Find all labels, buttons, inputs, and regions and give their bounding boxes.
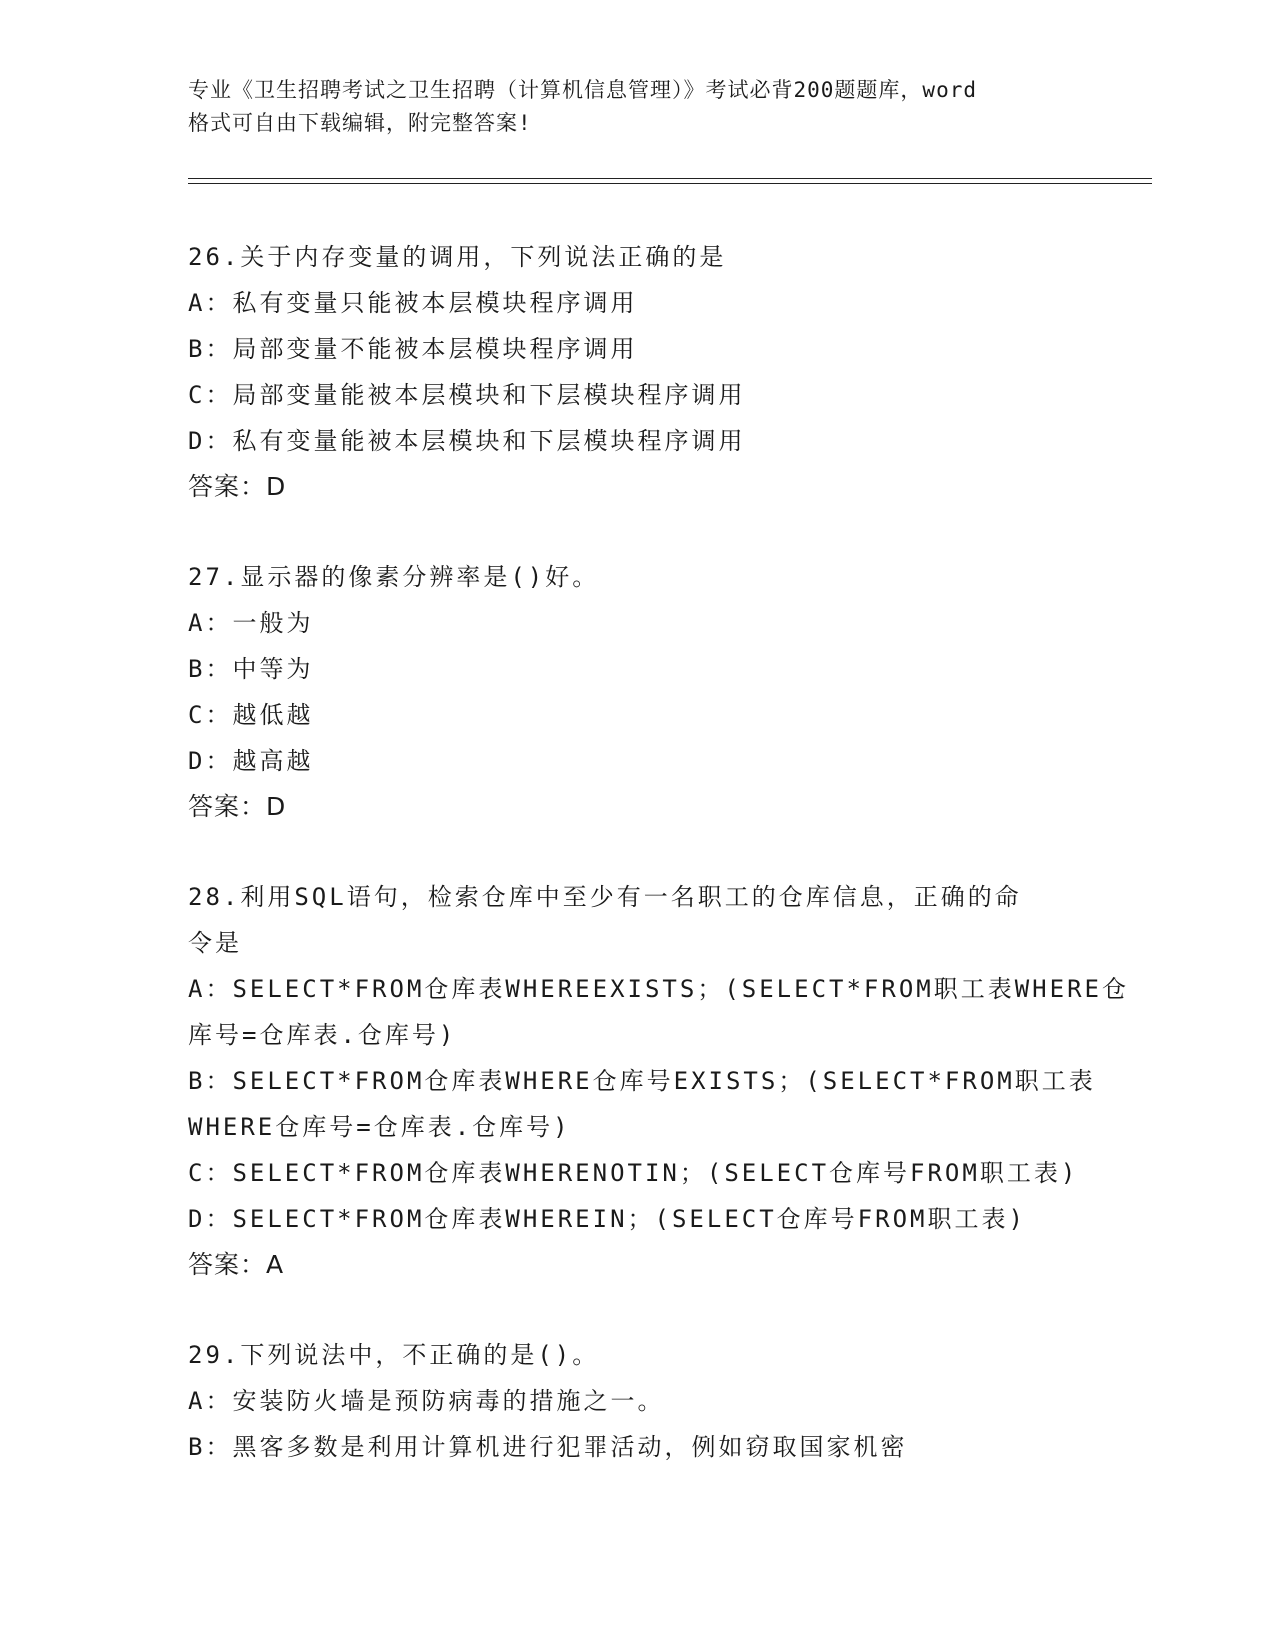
answer-option-text: B：局部变量不能被本层模块程序调用 bbox=[188, 335, 638, 363]
answer-option bbox=[188, 966, 1129, 1058]
answer-option-text: D：SELECT*FROM仓库表WHEREIN；(SELECT仓库号FROM职工表) bbox=[188, 1205, 1026, 1233]
answer-option bbox=[188, 280, 1088, 326]
header-divider-top bbox=[188, 178, 1152, 179]
answer-option-text: 库号=仓库表.仓库号) bbox=[188, 1021, 457, 1049]
question-text: 29.下列说法中，不正确的是()。 bbox=[188, 1341, 600, 1369]
answer-option bbox=[188, 646, 1088, 692]
answer-option-text: B：SELECT*FROM仓库表WHERE仓库号EXISTS；(SELECT*FROM职工表 bbox=[188, 1067, 1096, 1095]
answer-option bbox=[188, 372, 1088, 418]
header-title-line-1: 专业《卫生招聘考试之卫生招聘（计算机信息管理）》考试必背200题题库，word bbox=[188, 78, 977, 102]
answer-option bbox=[188, 692, 1088, 738]
answer-key: 答案：D bbox=[188, 472, 287, 501]
answer-option-text: A：一般为 bbox=[188, 609, 314, 637]
answer-option bbox=[188, 738, 1088, 784]
question-list bbox=[188, 234, 1129, 1514]
answer-option bbox=[188, 326, 1088, 372]
answer-option bbox=[188, 600, 1088, 646]
answer-option-text: WHERE仓库号=仓库表.仓库号) bbox=[188, 1113, 571, 1141]
answer-option bbox=[188, 1058, 1096, 1150]
answer-option-text: C：SELECT*FROM仓库表WHERENOTIN；(SELECT仓库号FROM职工表) bbox=[188, 1159, 1079, 1187]
answer-option-text: C：局部变量能被本层模块和下层模块程序调用 bbox=[188, 381, 746, 409]
question-block bbox=[188, 234, 1088, 510]
question-block bbox=[188, 554, 1088, 830]
answer-option-text: D：私有变量能被本层模块和下层模块程序调用 bbox=[188, 427, 746, 455]
answer-option bbox=[188, 1378, 1088, 1424]
answer-option-text: A：SELECT*FROM仓库表WHEREEXISTS；(SELECT*FROM职工表WHERE仓 bbox=[188, 975, 1129, 1003]
answer-option-text: A：私有变量只能被本层模块程序调用 bbox=[188, 289, 638, 317]
question-text: 令是 bbox=[188, 929, 242, 957]
answer-option-text: D：越高越 bbox=[188, 747, 314, 775]
answer-option bbox=[188, 1150, 1088, 1196]
answer-option bbox=[188, 418, 1088, 464]
question-text: 27.显示器的像素分辨率是()好。 bbox=[188, 563, 600, 591]
answer-option bbox=[188, 1196, 1088, 1242]
header-title-line-2: 格式可自由下载编辑，附完整答案! bbox=[188, 111, 532, 135]
document-header bbox=[188, 74, 1108, 140]
answer-option-text: B：黑客多数是利用计算机进行犯罪活动，例如窃取国家机密 bbox=[188, 1433, 908, 1461]
header-divider-bottom bbox=[188, 183, 1152, 184]
answer-option-text: C：越低越 bbox=[188, 701, 314, 729]
question-block bbox=[188, 1332, 1088, 1470]
answer-key: 答案：D bbox=[188, 792, 287, 821]
answer-key: 答案：A bbox=[188, 1250, 285, 1279]
question-block bbox=[188, 874, 1129, 1288]
answer-option bbox=[188, 1424, 1088, 1470]
answer-option-text: B：中等为 bbox=[188, 655, 314, 683]
answer-option-text: A：安装防火墙是预防病毒的措施之一。 bbox=[188, 1387, 665, 1415]
question-text: 28.利用SQL语句，检索仓库中至少有一名职工的仓库信息，正确的命 bbox=[188, 883, 1022, 911]
question-text: 26.关于内存变量的调用，下列说法正确的是 bbox=[188, 243, 727, 271]
